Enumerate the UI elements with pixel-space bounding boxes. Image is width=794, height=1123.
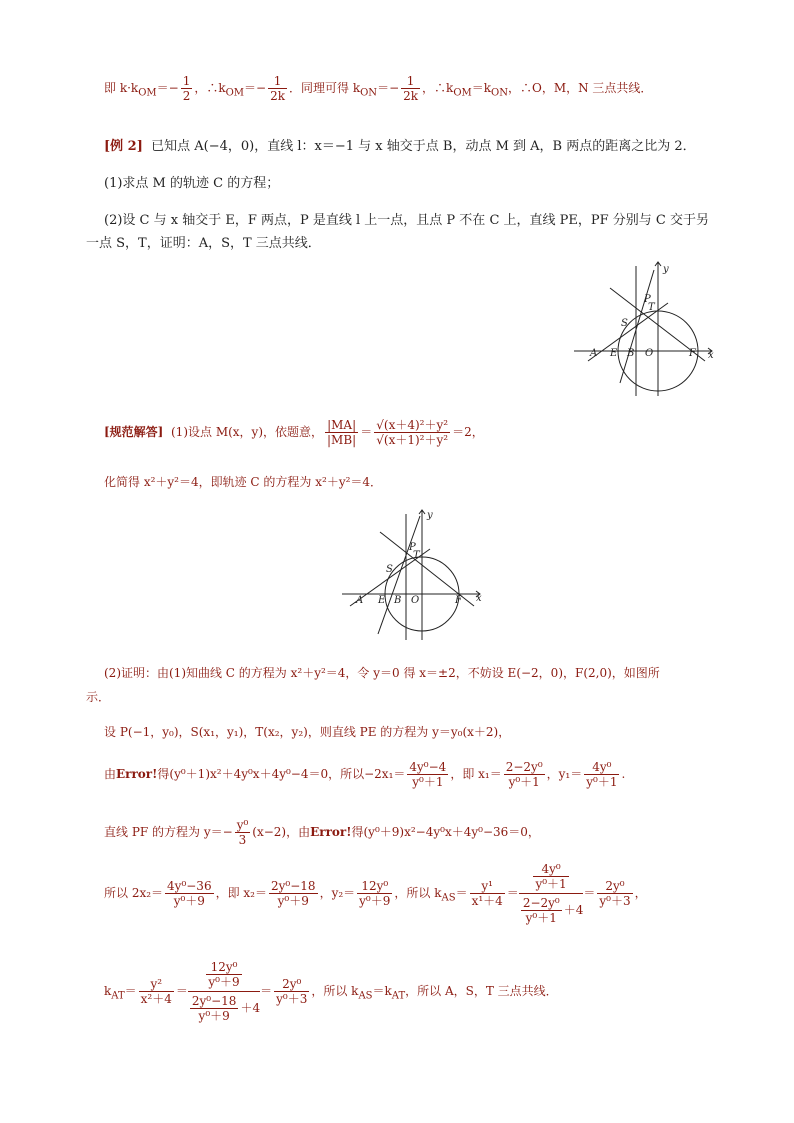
question-1: (1)求点 M 的轨迹 C 的方程； [104, 176, 280, 191]
text: 即 k·k [104, 81, 139, 95]
line-conclusion [104, 74, 652, 103]
den: x¹＋4 [471, 894, 503, 908]
num: 12y⁰ [357, 879, 392, 894]
den: y⁰＋3 [599, 894, 631, 908]
den: 2k [270, 89, 286, 103]
label-t: T [648, 302, 655, 313]
den: y⁰＋1 [586, 775, 618, 789]
text: . [621, 767, 626, 781]
label-x: x [708, 350, 714, 361]
text: ，y₂＝ [319, 886, 356, 900]
fraction [584, 760, 619, 789]
nested-fraction [188, 960, 260, 1023]
solution-2-pf [104, 818, 540, 847]
sub: AS [441, 892, 456, 904]
label-e: E [378, 595, 386, 606]
label-p: P [409, 542, 416, 553]
den: x²＋4 [140, 992, 172, 1006]
solution-1-result: 化简得 x²＋y²＝4，即轨迹 C 的方程为 x²＋y²＝4． [104, 475, 383, 489]
den: y⁰＋9 [277, 894, 309, 908]
den: 3 [238, 833, 247, 847]
label-e: E [610, 348, 618, 359]
fraction [268, 74, 287, 103]
fraction [325, 418, 358, 447]
figure-1 [570, 258, 720, 403]
solution-1 [104, 418, 484, 447]
text: ＝ [506, 886, 519, 900]
text: ＝ [360, 425, 373, 439]
text: 直线 PF 的方程为 y＝− [104, 825, 233, 839]
solution-2-setup: 设 P(−1，y₀)，S(x₁，y₁)，T(x₂，y₂)，则直线 PE 的方程为 y＝y₀(x＋2)， [104, 725, 511, 739]
sub: OM [138, 87, 157, 99]
sub: AT [111, 990, 125, 1002]
text: ．同理可得 k [289, 81, 361, 95]
den: √(x＋1)²＋y² [376, 433, 449, 447]
num: y² [139, 977, 174, 992]
example-statement [104, 135, 696, 154]
den: y⁰＋1 [525, 911, 557, 925]
label-s: S [621, 318, 628, 329]
sub: ON [491, 87, 508, 99]
sub: AT [391, 990, 406, 1002]
num: 2y⁰ [274, 977, 309, 992]
num: 2−2y⁰ [505, 760, 543, 774]
text: 得(y⁰＋1)x²＋4y⁰x＋4y⁰−4＝0，所以−2x₁＝ [157, 767, 406, 781]
fraction [190, 994, 239, 1023]
num: 12y⁰ [206, 960, 241, 975]
label-o: O [645, 348, 654, 359]
den: 2k [403, 89, 419, 103]
example-tag: [例 2] [104, 139, 143, 154]
label-p: P [644, 294, 651, 305]
text: ，所以 A，S，T 三点共线． [405, 984, 558, 998]
fraction [533, 862, 568, 891]
text: ＝ [455, 886, 468, 900]
label-a: A [356, 595, 364, 606]
den: y⁰＋9 [359, 894, 391, 908]
text: ，所以 k [394, 886, 442, 900]
num: 4y⁰ [533, 862, 568, 877]
text: ＋4 [563, 903, 584, 917]
text: ＝ [124, 984, 137, 998]
fraction [181, 74, 193, 103]
text: ＝ [260, 984, 273, 998]
den: |MB| [327, 433, 357, 447]
sub: OM [453, 87, 472, 99]
label-t: T [413, 550, 420, 561]
num: 4y⁰ [584, 760, 619, 775]
num: y¹ [470, 879, 505, 894]
solution-2-line-1: (2)证明：由(1)知曲线 C 的方程为 x²＋y²＝4，令 y＝0 得 x＝±2，不妨设 E(−2，0)，F(2,0)，如图所 [104, 666, 660, 680]
text: ＝− [244, 81, 267, 95]
text: ，即 x₂＝ [215, 886, 267, 900]
den: y⁰＋9 [208, 975, 240, 989]
text: ＝ [175, 984, 188, 998]
nested-fraction [519, 862, 584, 925]
label-b: B [627, 348, 635, 359]
den: 2 [182, 89, 191, 103]
text: ， [634, 886, 647, 900]
fraction [206, 960, 241, 989]
den: y⁰＋9 [198, 1009, 230, 1023]
num: 1 [401, 74, 420, 89]
den: y⁰＋1 [412, 775, 444, 789]
text: 由 [104, 767, 117, 781]
label-b: B [394, 595, 402, 606]
error-text: Error! [116, 767, 158, 781]
label-x: x [476, 593, 482, 604]
num: 1 [182, 74, 191, 88]
label-f: F [455, 595, 462, 606]
fraction [139, 977, 174, 1006]
text: ，∴k [422, 81, 454, 95]
fraction [274, 977, 309, 1006]
error-text: Error! [310, 825, 352, 839]
fraction [235, 818, 251, 847]
den: y⁰＋3 [276, 992, 308, 1006]
label-y: y [663, 264, 669, 275]
num: y⁰ [236, 818, 249, 832]
text: ＝ [583, 886, 596, 900]
text: ＝2， [452, 425, 484, 439]
num: |MA| [325, 418, 358, 433]
question-2-line-1: (2)设 C 与 x 轴交于 E，F 两点，P 是直线 l 上一点，且点 P 不在 C 上，直线 PE，PF 分别与 C 交于另 [104, 213, 710, 228]
fraction [165, 879, 214, 908]
text: ，即 x₁＝ [450, 767, 502, 781]
num: 2y⁰ [597, 879, 632, 894]
num: 4y⁰−4 [409, 760, 447, 774]
fraction [504, 760, 545, 789]
figure-2 [338, 506, 488, 646]
solution-2-line-2: 示． [86, 690, 111, 704]
label-a: A [590, 348, 598, 359]
text: (1)设点 M(x，y)，依题意， [171, 425, 324, 439]
num: 2−2y⁰ [522, 896, 560, 910]
text: ＝k [471, 81, 492, 95]
text: k [104, 984, 112, 998]
text: ，∴k [194, 81, 226, 95]
num: 4y⁰−36 [167, 879, 212, 893]
den: y⁰＋1 [535, 877, 567, 891]
fraction [407, 760, 448, 789]
fraction [597, 879, 632, 908]
solution-2-pe [104, 760, 625, 789]
sub: ON [360, 87, 378, 99]
label-f: F [689, 348, 696, 359]
num: √(x＋4)²＋y² [376, 418, 449, 432]
num: 2y⁰−18 [191, 994, 237, 1008]
text: (x−2)，由 [252, 825, 311, 839]
label-s: S [386, 564, 393, 575]
text: ，所以 k [311, 984, 359, 998]
num: 1 [268, 74, 287, 89]
text: ＋4 [240, 1001, 261, 1015]
text: 所以 2x₂＝ [104, 886, 164, 900]
solution-tag: [规范解答] [104, 425, 164, 439]
fraction [269, 879, 318, 908]
text: ，∴O，M，N 三点共线． [507, 81, 653, 95]
den: y⁰＋1 [508, 775, 540, 789]
fraction [357, 879, 392, 908]
solution-2-kas [104, 862, 647, 925]
num: 2y⁰−18 [271, 879, 316, 893]
fraction [521, 896, 562, 925]
solution-2-kat [104, 960, 558, 1023]
text: ，y₁＝ [546, 767, 583, 781]
label-o: O [411, 595, 420, 606]
fraction [401, 74, 420, 103]
label-y: y [427, 510, 433, 521]
sub: AS [358, 990, 373, 1002]
text: ＝k [372, 984, 392, 998]
den: y⁰＋9 [173, 894, 205, 908]
text: ＝− [156, 81, 179, 95]
example-text: 已知点 A(−4，0)，直线 l：x＝−1 与 x 轴交于点 B，动点 M 到 A，B 两点的距离之比为 2． [151, 139, 696, 154]
question-2-line-2: 一点 S，T，证明：A，S，T 三点共线． [86, 236, 321, 251]
text: ＝− [377, 81, 400, 95]
sub: OM [225, 87, 245, 99]
fraction [470, 879, 505, 908]
text: 得(y⁰＋9)x²−4y⁰x＋4y⁰−36＝0， [351, 825, 540, 839]
fraction [374, 418, 450, 447]
